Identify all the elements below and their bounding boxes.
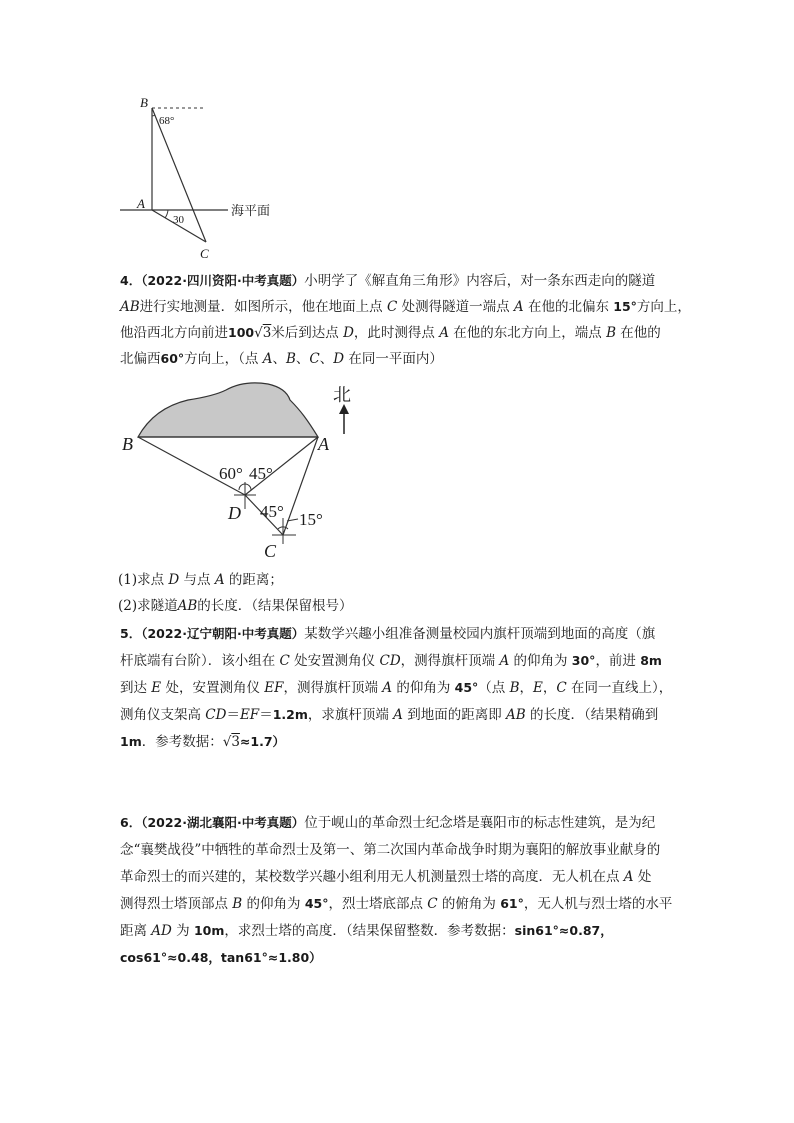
q6-line5: 距离 AD 为 10m，求烈士塔的高度．（结果保留整数．参考数据：sin61°≈0.87， xyxy=(120,923,613,939)
north-label: 北 xyxy=(333,385,351,406)
angle-c-15: 15° xyxy=(299,510,323,529)
sea-level-label: 海平面 xyxy=(231,204,271,219)
q6-line6: cos61°≈0.48，tan61°≈1.80） xyxy=(120,950,322,965)
angle-d-60: 60° xyxy=(219,464,243,483)
q4-line2: AB进行实地测量．如图所示，他在地面上点 C 处测得隧道一端点 A 在他的北偏东 15°方向上， xyxy=(120,299,691,315)
q4-line1: 4．（2022·四川资阳·中考真题）小明学了《解直角三角形》内容后，对一条东西走向的隧道 xyxy=(120,273,656,289)
q6-line4: 测得烈士塔顶部点 B 的仰角为 45°，烈士塔底部点 C 的俯角为 61°，无人机与烈士塔的水平 xyxy=(120,896,673,912)
q6-line1: 6．（2022·湖北襄阳·中考真题）位于岘山的革命烈士纪念塔是襄阳市的标志性建筑，是为纪 xyxy=(120,815,656,831)
q4-line3: 他沿西北方向前进100√3米后到达点 D，此时测得点 A 在他的东北方向上，端点 B 在他的 xyxy=(120,325,661,341)
angle-c-45: 45° xyxy=(260,502,284,521)
q5-line2: 杆底端有台阶）．该小组在 C 处安置测角仪 CD，测得旗杆顶端 A 的仰角为 30°，前进 8m xyxy=(120,653,662,669)
q5-line4: 测角仪支架高 CD＝EF＝1.2m，求旗杆顶端 A 到地面的距离即 AB 的长度．（结果精确到 xyxy=(120,707,659,723)
angle-68: 68° xyxy=(159,115,175,127)
label-a: A xyxy=(137,196,145,211)
angle-arc-30 xyxy=(165,210,168,218)
q4-sub1: (1)求点 D 与点 A 的距离； xyxy=(118,572,283,588)
q5-line1: 5．（2022·辽宁朝阳·中考真题）某数学兴趣小组准备测量校园内旗杆顶端到地面的高度（旗 xyxy=(120,626,656,642)
label-c: C xyxy=(200,246,209,261)
q5-line3: 到达 E 处，安置测角仪 EF，测得旗杆顶端 A 的仰角为 45°（点 B，E，C 在同一直线上）， xyxy=(120,680,673,696)
q6-line2: 念“襄樊战役”中牺牲的革命烈士及第一、第二次国内革命战争时期为襄阳的解放事业献身的 xyxy=(120,842,661,858)
angle-30: 30 xyxy=(173,214,184,226)
q4-line4: 北偏西60°方向上，（点 A、B、C、D 在同一平面内） xyxy=(120,351,443,367)
sea-level-figure xyxy=(110,92,290,262)
q5-line5: 1m．参考数据：√3≈1.7） xyxy=(120,734,286,750)
angle-d-45: 45° xyxy=(249,464,273,483)
q4-sub2: (2)求隧道AB的长度．（结果保留根号） xyxy=(118,598,353,614)
q6-line3: 革命烈士的而兴建的，某校数学兴趣小组利用无人机测量烈士塔的高度．无人机在点 A 处 xyxy=(120,869,652,885)
label-a: A xyxy=(318,434,329,454)
mountain-shape xyxy=(138,383,318,437)
tunnel-figure xyxy=(118,378,368,563)
label-c: C xyxy=(264,541,277,561)
label-b: B xyxy=(122,434,133,454)
label-b: B xyxy=(140,95,148,110)
label-d: D xyxy=(228,503,241,523)
